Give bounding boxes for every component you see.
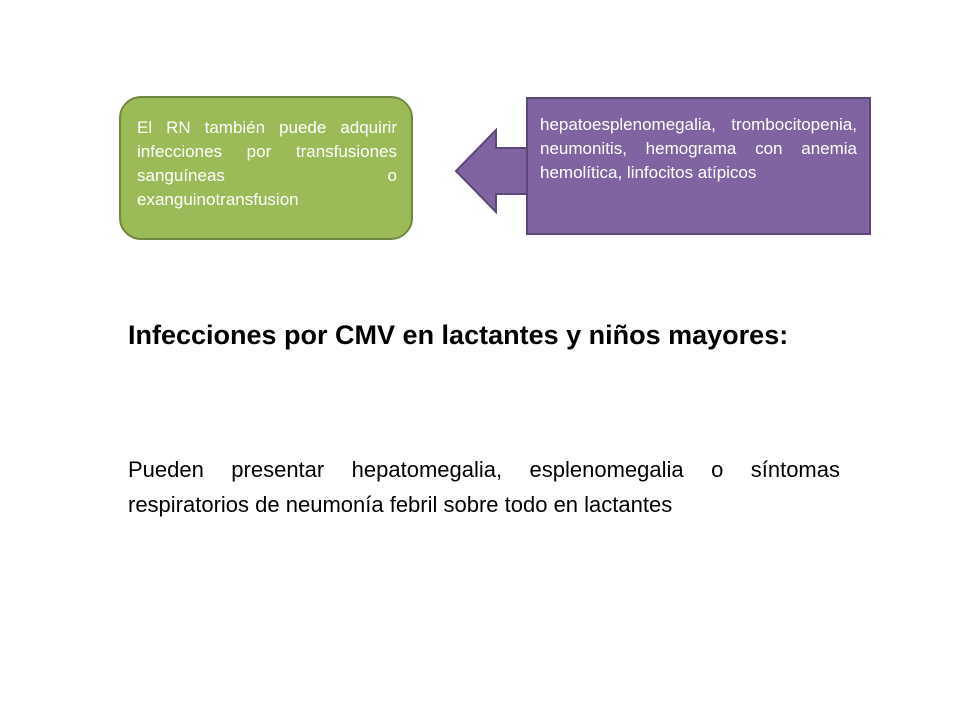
left-arrow-icon [452,128,534,214]
purple-callout-text: hepatoesplenomegalia, trombocitopenia, neumonitis, hemograma con anemia hemolítica, linfocitos atípicos [540,115,857,182]
section-heading: Infecciones por CMV en lactantes y niños mayores: [128,320,789,350]
green-callout-text: El RN también puede adquirir infecciones por transfusiones sanguíneas o exanguinotransfusion [137,118,397,209]
purple-callout-box [526,97,871,235]
green-callout-box [119,96,413,240]
body-paragraph: Pueden presentar hepatomegalia, esplenomegalia o síntomas respiratorios de neumonía febril sobre todo en lactantes [128,457,840,517]
